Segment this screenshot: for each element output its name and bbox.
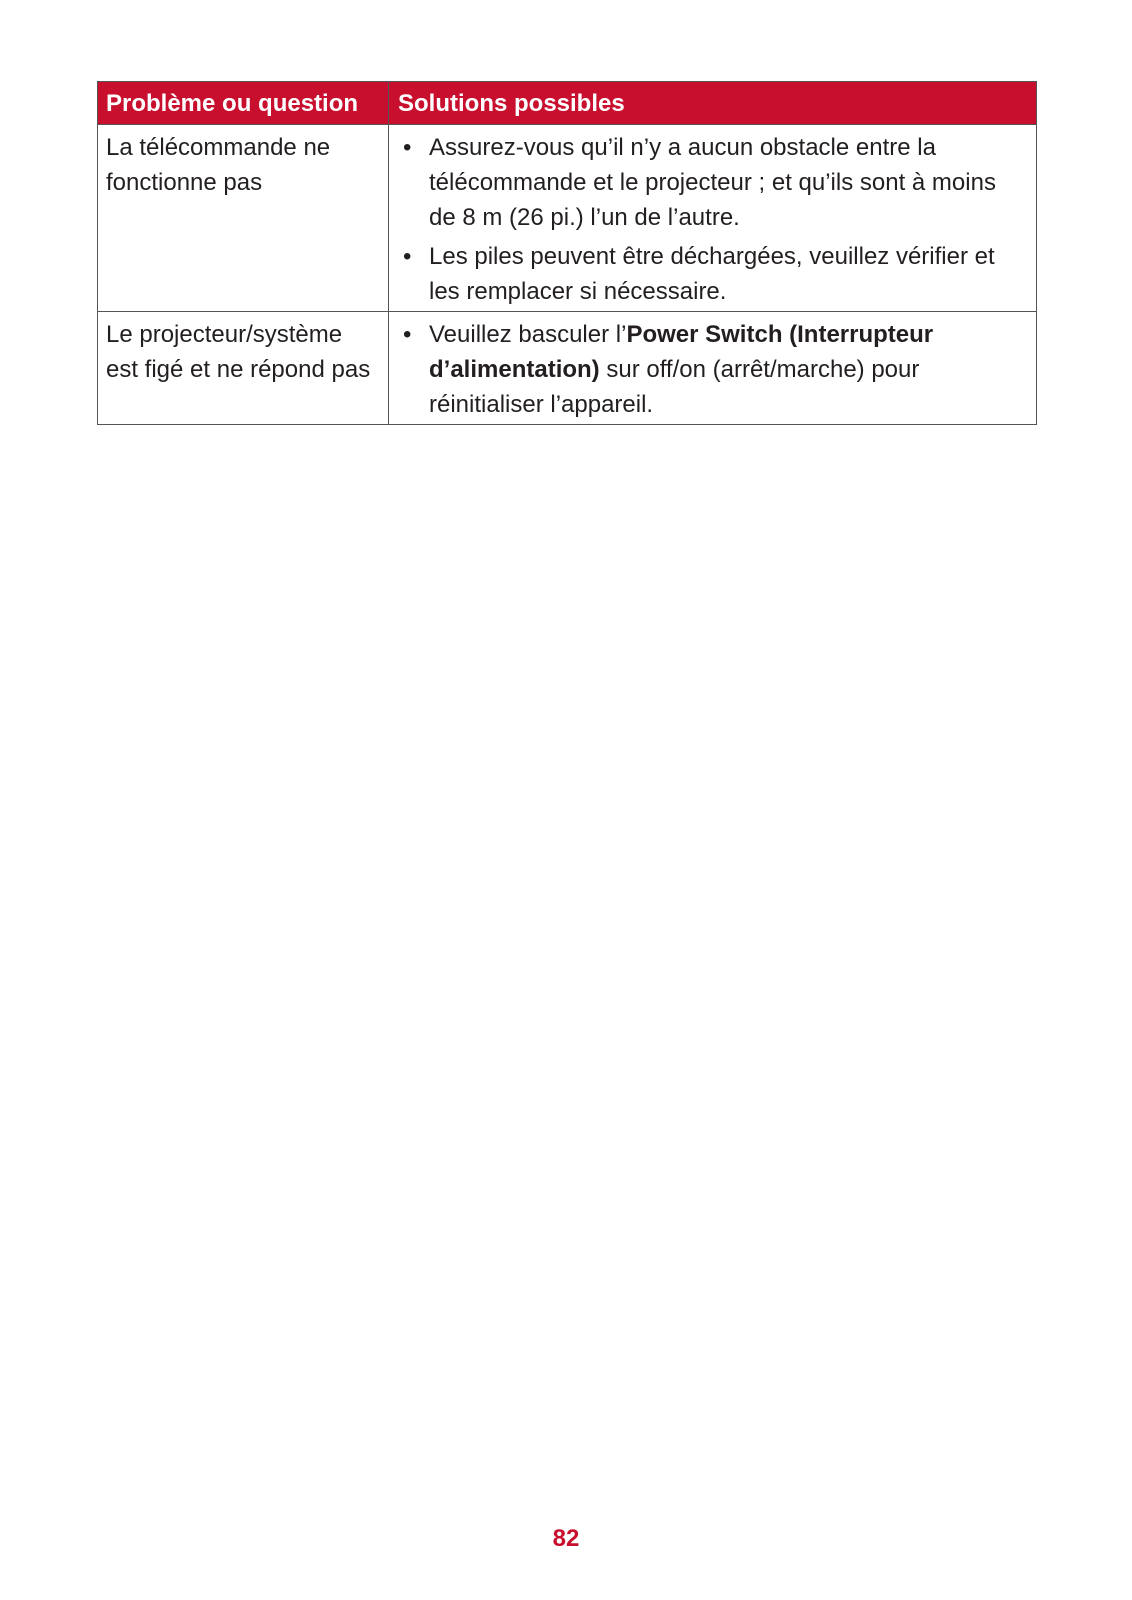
power-switch-term: Power Switch (Interrupteur d’alimentation) [429,321,934,383]
solution-text-prefix: Veuillez basculer l’ [429,321,627,348]
table-header-row [98,82,1037,125]
column-header-problem: Problème ou question [98,82,389,125]
problem-cell: La télécommande ne fonctionne pas [98,125,389,312]
solution-item [397,317,1028,422]
problem-cell: Le projecteur/système est figé et ne répond pas [98,312,389,425]
solution-item [397,130,1028,235]
solution-item [397,239,1028,309]
solution-text: Les piles peuvent être déchargées, veuillez vérifier et les remplacer si nécessaire. [429,243,995,305]
table-row [98,125,1037,312]
solution-text-suffix: sur off/on (arrêt/marche) pour réinitialiser l’appareil. [429,356,920,418]
solution-list [397,317,1028,422]
bullet-icon: • [403,321,412,348]
page-number: 82 [552,1525,580,1552]
solution-list [397,130,1028,309]
solutions-cell [389,312,1037,425]
bullet-icon: • [403,134,412,161]
table-row [98,312,1037,425]
column-header-solutions: Solutions possibles [389,82,1037,125]
troubleshooting-table [97,81,1037,425]
bullet-icon: • [403,243,412,270]
solution-text: Assurez-vous qu’il n’y a aucun obstacle entre la télécommande et le projecteur ; et qu’ils sont à moins de 8 m (26 pi.) l’un de l’autre. [429,134,996,231]
solutions-cell [389,125,1037,312]
